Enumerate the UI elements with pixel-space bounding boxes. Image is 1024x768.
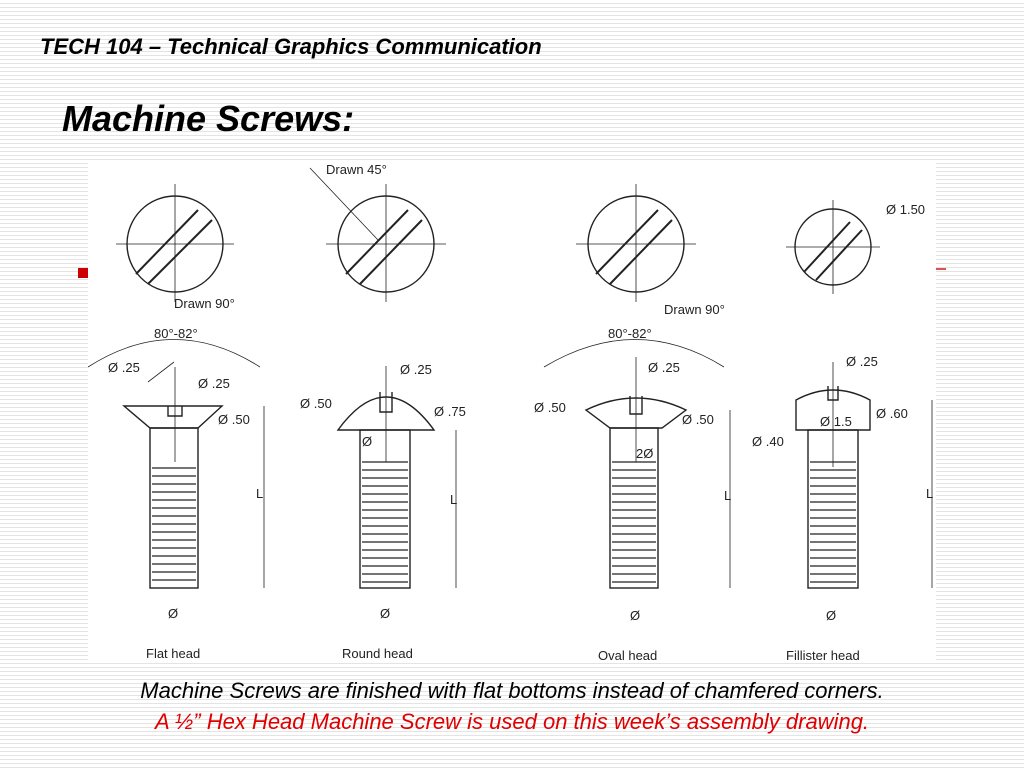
screw-drawings xyxy=(88,162,936,662)
oval-length-label: L xyxy=(724,488,732,503)
round-head-drawing xyxy=(310,168,456,588)
figure-labels xyxy=(108,162,933,662)
flat-angle-label: 80°-82° xyxy=(154,326,198,341)
flat-dim-c: Ø .50 xyxy=(218,412,250,427)
oval-head-label: Oval head xyxy=(598,648,658,662)
oval-drawn-label: Drawn 90° xyxy=(664,302,725,317)
caption-line-2: A ½” Hex Head Machine Screw is used on this week’s assembly drawing. xyxy=(154,709,870,734)
round-dim-b: Ø .50 xyxy=(300,396,332,411)
fillister-head-drawing xyxy=(786,200,932,588)
oval-dia-label: Ø xyxy=(630,608,641,623)
flat-head-drawing xyxy=(88,184,264,588)
round-head-label: Round head xyxy=(342,646,413,661)
flat-length-label: L xyxy=(256,486,264,501)
flat-drawn-label: Drawn 90° xyxy=(174,296,235,311)
slide-title: Machine Screws: xyxy=(62,98,355,139)
round-drawn-label: Drawn 45° xyxy=(326,162,387,177)
round-dim-a: Ø .25 xyxy=(400,362,432,377)
oval-head-drawing xyxy=(544,184,730,588)
flat-head-label: Flat head xyxy=(146,646,201,661)
fillister-length-label: L xyxy=(926,486,934,501)
round-dia-label: Ø xyxy=(380,606,391,621)
flat-dim-a: Ø .25 xyxy=(108,360,140,375)
fillister-head-label: Fillister head xyxy=(786,648,860,662)
fillister-dim-top: Ø 1.50 xyxy=(886,202,926,217)
oval-dim-c: Ø .50 xyxy=(682,412,714,427)
round-dim-d: Ø xyxy=(362,434,373,449)
flat-dim-b: Ø .25 xyxy=(198,376,230,391)
round-length-label: L xyxy=(450,492,458,507)
oval-angle-label: 80°-82° xyxy=(608,326,652,341)
oval-dim-b: Ø .50 xyxy=(534,400,566,415)
caption-line-1: Machine Screws are finished with flat bottoms instead of chamfered corners. xyxy=(140,678,884,703)
machine-screws-figure xyxy=(88,162,936,662)
bullet-marker xyxy=(78,268,88,278)
oval-dim-d: 2Ø xyxy=(636,446,654,461)
flat-dia-label: Ø xyxy=(168,606,179,621)
course-title: TECH 104 – Technical Graphics Communication xyxy=(40,34,542,59)
fillister-dim-d: Ø .40 xyxy=(752,434,784,449)
fillister-dim-c: Ø .60 xyxy=(876,406,908,421)
fillister-dim-b: Ø 1.5 xyxy=(820,414,852,429)
thread-lines xyxy=(152,462,856,582)
fillister-dia-label: Ø xyxy=(826,608,837,623)
fillister-dim-a: Ø .25 xyxy=(846,354,878,369)
oval-dim-a: Ø .25 xyxy=(648,360,680,375)
round-dim-c: Ø .75 xyxy=(434,404,466,419)
